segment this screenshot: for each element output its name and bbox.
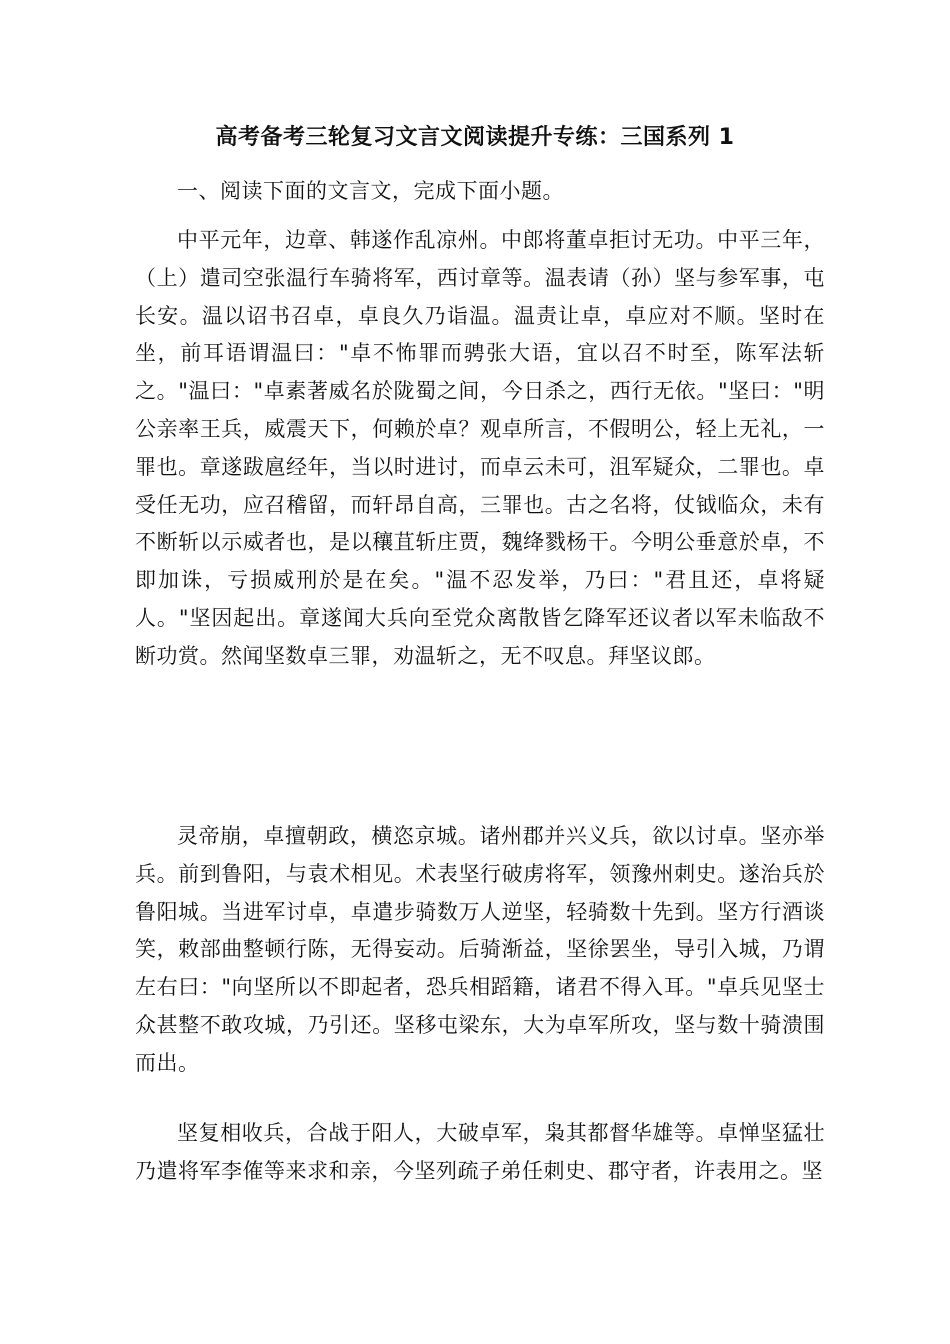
paragraph-1 [135, 222, 825, 676]
section-heading: 一、阅读下面的文言文，完成下面小题。 [177, 179, 564, 203]
paragraph-3 [135, 1115, 825, 1191]
document-title: 高考备考三轮复习文言文阅读提升专练：三国系列 1 [215, 125, 735, 150]
paragraph-2 [135, 818, 825, 1083]
paragraph-text: 坚复相收兵，合战于阳人，大破卓军，枭其都督华雄等。卓惮坚猛壮乃遣将军李傕等来求和亲，今坚列疏子弟任刺史、郡守者，许表用之。坚 [135, 1121, 825, 1183]
paragraph-text: 灵帝崩，卓擅朝政，横恣京城。诸州郡并兴义兵，欲以讨卓。坚亦举兵。前到鲁阳，与袁术相见。术表坚行破虏将军，领豫州刺史。遂治兵於鲁阳城。当进军讨卓，卓遣步骑数万人逆坚，轻骑数十先到。坚方行酒谈笑，敕部曲整顿行陈，无得妄动。后骑渐益，坚徐罢坐，导引入城，乃谓左右曰："向坚所以不即起者，恐兵相蹈籍，诸君不得入耳。"卓兵见坚士众甚整不敢攻城，乃引还。坚移屯梁东，大为卓军所攻，坚与数十骑溃围而出。 [135, 824, 825, 1075]
paragraph-text: 中平元年，边章、韩遂作乱凉州。中郎将董卓拒讨无功。中平三年，（上）遣司空张温行车骑将军，西讨章等。温表请（孙）坚与参军事，屯长安。温以诏书召卓，卓良久乃诣温。温责让卓，卓应对不顺。坚时在坐，前耳语谓温曰："卓不怖罪而骋张大语，宜以召不时至，陈军法斩之。"温曰："卓素著威名於陇蜀之间，今日杀之，西行无依。"坚曰："明公亲率王兵，威震天下，何赖於卓？观卓所言，不假明公，轻上无礼，一罪也。章遂跋扈经年，当以时进讨，而卓云未可，沮军疑众，二罪也。卓受任无功，应召稽留，而轩昂自高，三罪也。古之名将，仗钺临众，未有不断斩以示威者也，是以穰苴斩庄贾，魏绛戮杨干。今明公垂意於卓，不即加诛，亏损威刑於是在矣。"温不忍发举，乃曰："君且还，卓将疑人。"坚因起出。章遂闻大兵向至党众离散皆乞降军还议者以军未临敌不断功赏。然闻坚数卓三罪，劝温斩之，无不叹息。拜坚议郎。 [135, 228, 825, 668]
